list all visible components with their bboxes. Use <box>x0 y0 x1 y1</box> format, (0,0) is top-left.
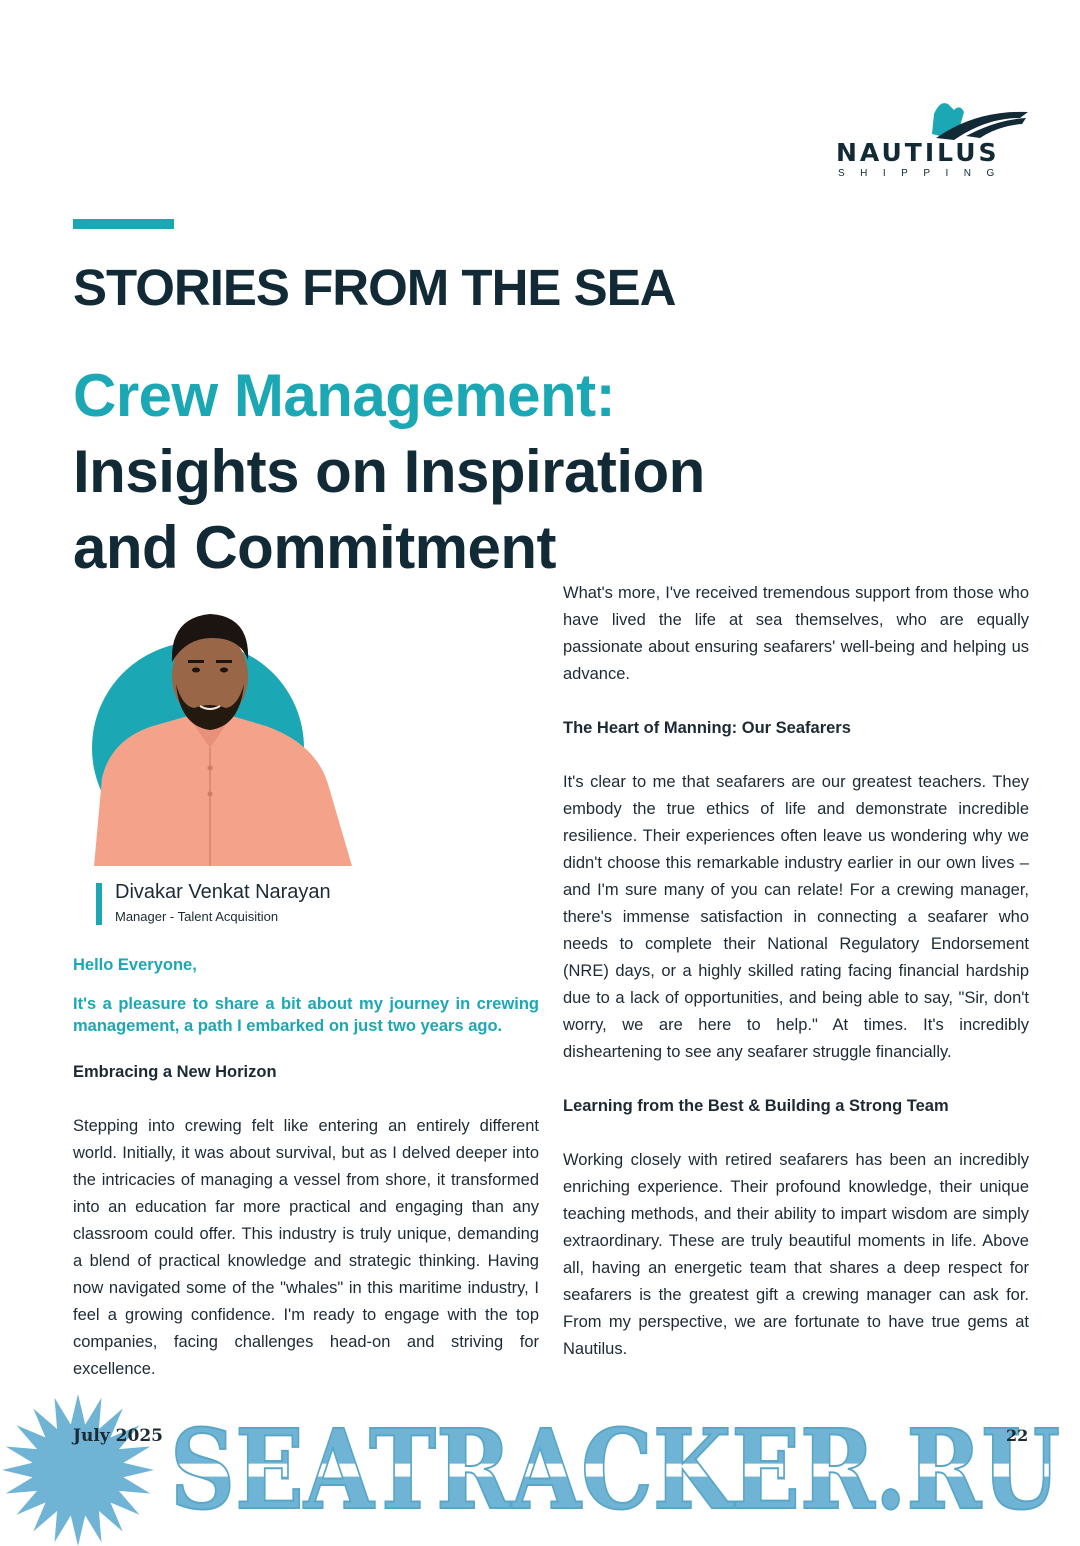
sunburst-icon <box>0 1392 160 1546</box>
intro-paragraph: It's a pleasure to share a bit about my journey in crewing management, a path I embarked on just two years ago. <box>73 995 539 1035</box>
headline-line-3: and Commitment <box>73 514 557 581</box>
author-portrait <box>90 608 352 866</box>
logo-subtitle: SHIPPING <box>838 168 1010 179</box>
paragraph-seafarers: It's clear to me that seafarers are our greatest teachers. They embody the true ethics of life and demonstrate incredible resilience. Their experiences often leave us wondering why we didn't choose this remarkable industry earlier in our own lives – and I'm sure many of you can relate! For a crewing manager, there's immense satisfaction in connecting a seafarer who needs to complete their National Regulatory Endorsement (NRE) days, or a highly skilled rating facing financial hardship due to a lack of opportunities, and being able to say, "Sir, don't worry, we are here to help." At times. It's incredibly disheartening to see any seafarer struggle financially. <box>563 773 1029 1061</box>
watermark-text: SEATRACKER.RU <box>170 1408 1060 1528</box>
logo-wordmark: NAUTILUS <box>836 138 1000 167</box>
watermark <box>170 1408 1070 1528</box>
article-headline <box>73 358 773 586</box>
left-column <box>73 952 539 1383</box>
paragraph-support: What's more, I've received tremendous support from those who have lived the life at sea themselves, who are equally passionate about ensuring seafarers' well-being and helping us advance. <box>563 584 1029 683</box>
heading-seafarers: The Heart of Manning: Our Seafarers <box>563 719 851 737</box>
section-title: STORIES FROM THE SEA <box>73 259 676 316</box>
headline-line-2: Insights on Inspiration <box>73 438 705 505</box>
heading-new-horizon: Embracing a New Horizon <box>73 1063 277 1081</box>
headline-line-1: Crew Management: <box>73 362 616 429</box>
author-role: Manager - Talent Acquisition <box>115 909 279 924</box>
byline-bar <box>96 883 102 925</box>
right-column <box>563 580 1029 1363</box>
footer-date: July 2025 <box>73 1426 163 1446</box>
greeting: Hello Everyone, <box>73 956 197 974</box>
heading-team: Learning from the Best & Building a Strong Team <box>563 1097 949 1115</box>
author-name: Divakar Venkat Narayan <box>115 881 331 903</box>
accent-bar <box>73 219 174 229</box>
nautilus-logo <box>836 96 1036 186</box>
page-number: 22 <box>1006 1426 1029 1445</box>
paragraph-new-horizon: Stepping into crewing felt like entering an entirely different world. Initially, it was about survival, but as I delved deeper into the intricacies of managing a vessel from shore, it transformed into an education far more practical and engaging than any classroom could offer. This industry is truly unique, demanding a blend of practical knowledge and strategic thinking. Having now navigated some of the "whales" in this maritime industry, I feel a growing confidence. I'm ready to engage with the top companies, facing challenges head-on and striving for excellence. <box>73 1117 539 1378</box>
paragraph-team: Working closely with retired seafarers has been an incredibly enriching experience. Their profound knowledge, their unique teaching methods, and their ability to impart wisdom are simply extraordinary. These are truly beautiful moments in life. Above all, having an energetic team that shares a deep respect for seafarers is the greatest gift a crewing manager can ask for. From my perspective, we are fortunate to have true gems at Nautilus. <box>563 1151 1029 1358</box>
